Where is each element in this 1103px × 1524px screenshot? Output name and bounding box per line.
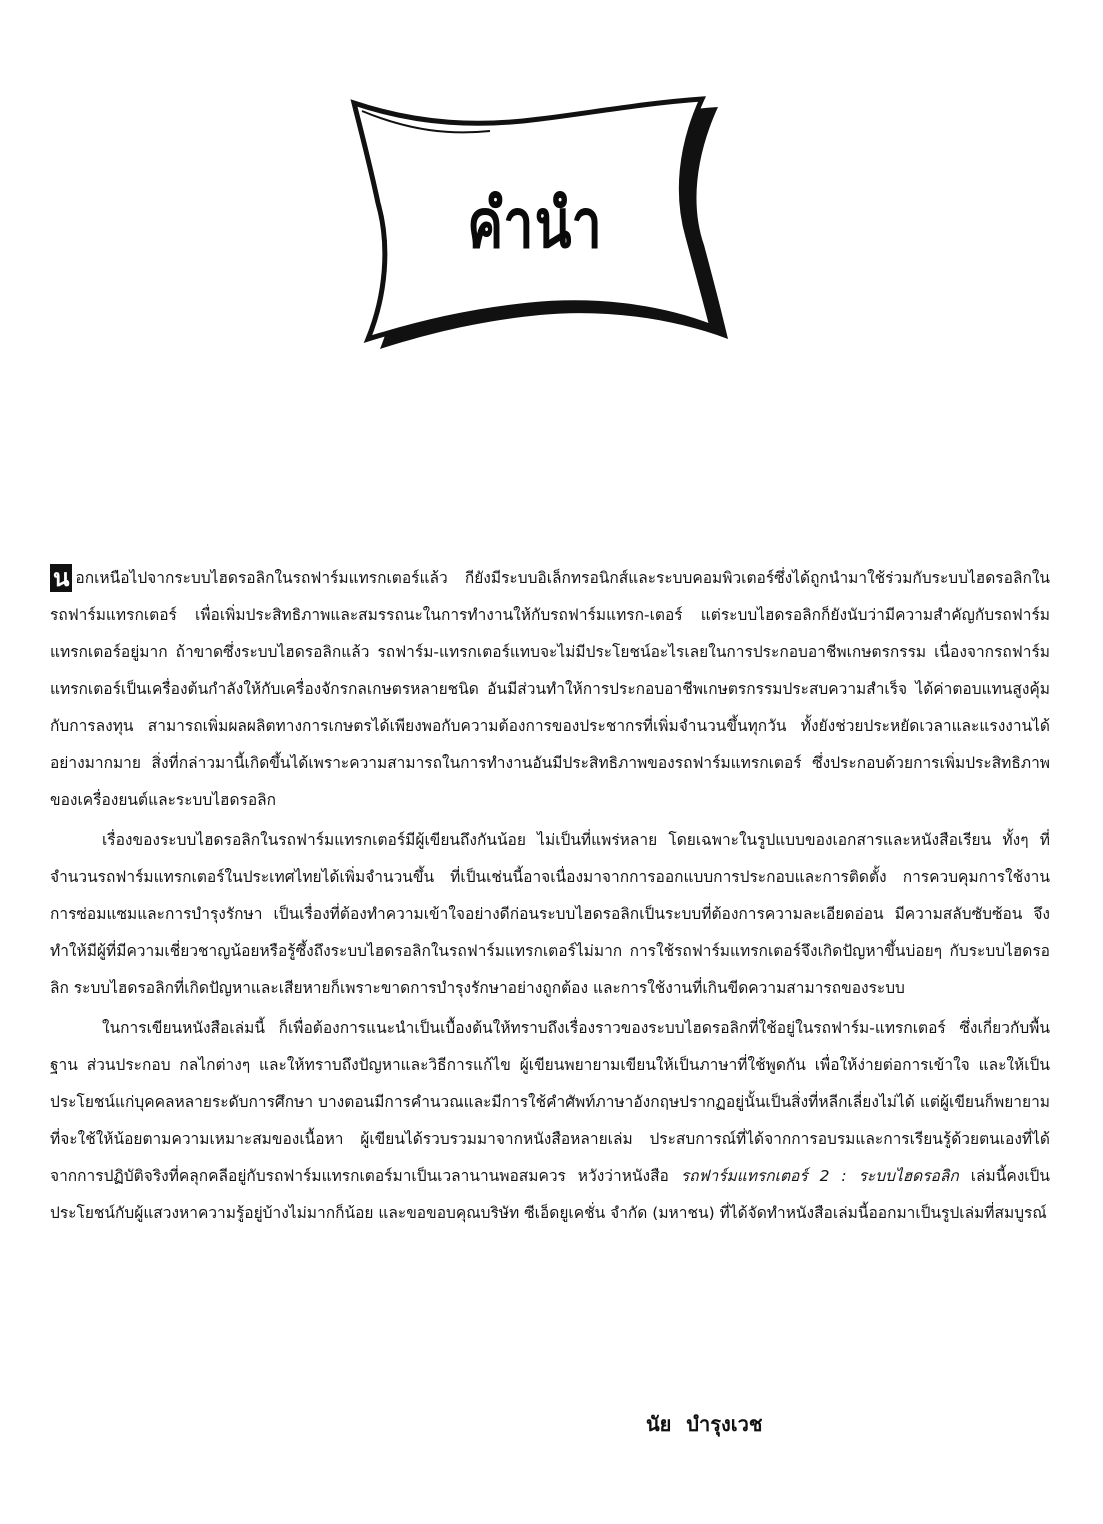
paragraph-2: เรื่องของระบบไฮดรอลิกในรถฟาร์มแทรกเตอร์มีผู้เขียนถึงกันน้อย ไม่เป็นที่แพร่หลาย โดยเฉพาะในรูปแบบของเอกสารและหนังสือเรียน ทั้งๆ ที่จำนวนรถฟาร์มแทรกเตอร์ในประเทศไทยได้เพิ่มจำนวนขึ้น ที่เป็นเช่นนี้อาจเนื่องมาจากการออกแบบการประกอบและการติดตั้ง การควบคุมการใช้งาน การซ่อมแซมและการบำรุงรักษา เป็นเรื่องที่ต้องทำความเข้าใจอย่างดีก่อนระบบไฮดรอลิกเป็นระบบที่ต้องการความละเอียดอ่อน มีความสลับซับซ้อน จึงทำให้มีผู้ที่มีความเชี่ยวชาญน้อยหรือรู้ซึ้งถึงระบบไฮดรอลิกในรถฟาร์มแทรกเตอร์ไม่มาก การใช้รถฟาร์มแทรกเตอร์จึงเกิดปัญหาขึ้นบ่อยๆ กับระบบไฮดรอลิก ระบบไฮดรอลิกที่เกิดปัญหาและเสียหายก็เพราะขาดการบำรุงรักษาอย่างถูกต้อง และการใช้งานที่เกินขีดความสามารถของระบบ — [50, 831, 1050, 997]
paragraph-1 — [50, 560, 1050, 819]
author-signature: นัย บำรุงเวช — [646, 1412, 763, 1436]
drop-cap: น — [50, 564, 72, 592]
page-title: คำนำ — [467, 184, 603, 263]
book-title: รถฟาร์มแทรกเตอร์ 2 : ระบบไฮดรอลิก — [680, 1167, 959, 1185]
paragraph-3-text-a: ในการเขียนหนังสือเล่มนี้ ก็เพื่อต้องการแนะนำเป็นเบื้องต้นให้ทราบถึงเรื่องราวของระบบไฮดรอลิกที่ใช้อยู่ในรถฟาร์ม-แทรกเตอร์ ซึ่งเกี่ยวกับพื้นฐาน ส่วนประกอบ กลไกต่างๆ และให้ทราบถึงปัญหาและวิธีการแก้ไข ผู้เขียนพยายามเขียนให้เป็นภาษาที่ใช้พูดกัน เพื่อให้ง่ายต่อการเข้าใจ และให้เป็นประโยชน์แก่บุคคลหลายระดับการศึกษา บางตอนมีการคำนวณและมีการใช้คำศัพท์ภาษาอังกฤษปรากฏอยู่นั้นเป็นสิ่งที่หลีกเลี่ยงไม่ได้ แต่ผู้เขียนก็พยายามที่จะใช้ให้น้อยตามความเหมาะสมของเนื้อหา ผู้เขียนได้รวบรวมมาจากหนังสือหลายเล่ม ประสบการณ์ที่ได้จากการอบรมและการเรียนรู้ด้วยตนเองที่ได้จากการปฏิบัติจริงที่คลุกคลีอยู่กับรถฟาร์มแทรกเตอร์มาเป็นเวลานานพอสมควร หวังว่าหนังสือ — [50, 1019, 1050, 1185]
preface-body — [50, 560, 1050, 1235]
paragraph-1-text: อกเหนือไปจากระบบไฮดรอลิกในรถฟาร์มแทรกเตอร์แล้ว กียังมีระบบอิเล็กทรอนิกส์และระบบคอมพิวเตอร์ซึ่งได้ถูกนำมาใช้ร่วมกับระบบไฮดรอลิกในรถฟาร์มแทรกเตอร์ เพื่อเพิ่มประสิทธิภาพและสมรรถนะในการทำงานให้กับรถฟาร์มแทรก-เตอร์ แต่ระบบไฮดรอลิกก็ยังนับว่ามีความสำคัญกับรถฟาร์มแทรกเตอร์อยู่มาก ถ้าขาดซึ่งระบบไฮดรอลิกแล้ว รถฟาร์ม-แทรกเตอร์แทบจะไม่มีประโยชน์อะไรเลยในการประกอบอาชีพเกษตรกรรม เนื่องจากรถฟาร์มแทรกเตอร์เป็นเครื่องต้นกำลังให้กับเครื่องจักรกลเกษตรหลายชนิด อันมีส่วนทำให้การประกอบอาชีพเกษตรกรรมประสบความสำเร็จ ได้ค่าตอบแทนสูงคุ้มกับการลงทุน สามารถเพิ่มผลผลิตทางการเกษตรได้เพียงพอกับความต้องการของประชากรที่เพิ่มจำนวนขึ้นทุกวัน ทั้งยังช่วยประหยัดเวลาและแรงงานได้อย่างมากมาย สิ่งที่กล่าวมานี้เกิดขึ้นได้เพราะความสามารถในการทำงานอันมีประสิทธิภาพของรถฟาร์มแทรกเตอร์ ซึ่งประกอบด้วยการเพิ่มประสิทธิภาพของเครื่องยนต์และระบบไฮดรอลิก — [50, 569, 1050, 809]
paragraph-3-text-b: เล่มนี้คงเป็นประโยชน์กับผู้แสวงหาความรู้อยู่บ้างไม่มากก็น้อย และขอขอบคุณบริษัท ซีเอ็ดยูเคชั่น จำกัด (มหาชน) ที่ได้จัดทำหนังสือเล่มนี้ออกมาเป็นรูปเล่มที่สมบูรณ์ — [50, 1167, 1050, 1222]
paragraph-3 — [50, 1010, 1050, 1232]
